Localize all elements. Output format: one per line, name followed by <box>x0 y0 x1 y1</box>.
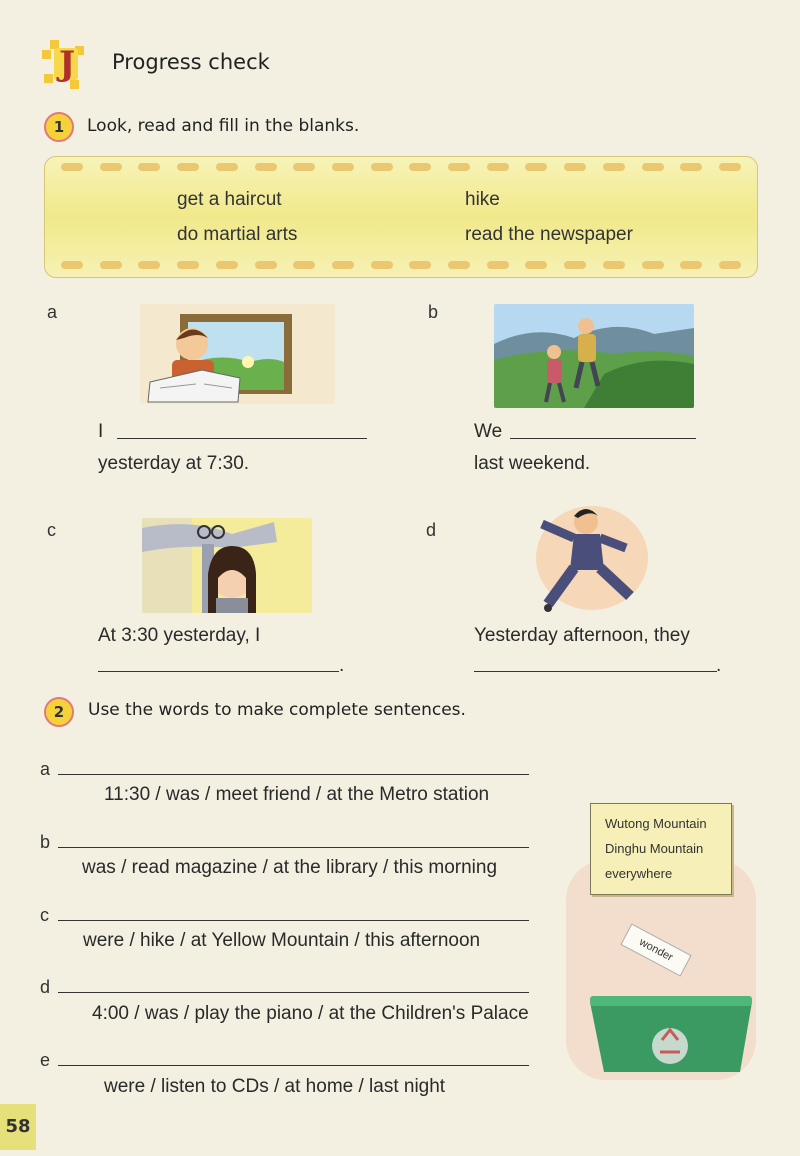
item-d-answer-blank[interactable] <box>474 671 717 672</box>
item-a-after-text: yesterday at 7:30. <box>98 453 250 474</box>
word-bank-item: hike <box>465 189 500 210</box>
section-letter: J <box>58 44 76 84</box>
item-label: e <box>40 1050 51 1070</box>
item-label: a <box>47 302 58 322</box>
sticky-note <box>590 803 732 895</box>
item-d-after-text: . <box>716 655 722 676</box>
sentence-d-prompt: 4:00 / was / play the piano / at the Children's Palace <box>92 1003 529 1024</box>
word-bank-item: do martial arts <box>177 224 298 245</box>
note-line: Wutong Mountain <box>605 816 707 831</box>
sentence-a-prompt: 11:30 / was / meet friend / at the Metro station <box>104 784 490 805</box>
page-number: 58 <box>0 1104 36 1150</box>
man-doing-martial-arts-image <box>530 500 650 615</box>
sentence-e-answer-line[interactable] <box>58 1065 529 1066</box>
part1-number-badge: 1 <box>44 112 74 142</box>
item-label: b <box>40 832 51 852</box>
decorative-border-top <box>61 163 741 173</box>
item-label: d <box>40 977 51 997</box>
item-label: c <box>47 520 56 540</box>
page-title: Progress check <box>112 50 270 74</box>
item-a-before-text: I <box>98 421 104 442</box>
note-line: Dinghu Mountain <box>605 841 704 856</box>
sentence-c-prompt: were / hike / at Yellow Mountain / this afternoon <box>83 930 481 951</box>
section-j-logo <box>40 38 92 90</box>
decorative-border-bottom <box>61 261 741 271</box>
item-b-after-text: last weekend. <box>474 453 591 474</box>
boy-reading-newspaper-image <box>140 304 335 404</box>
word-bank-box <box>44 156 758 278</box>
sentence-b-prompt: was / read magazine / at the library / this morning <box>82 857 498 878</box>
item-c-after-text: . <box>339 655 345 676</box>
recycle-bin-icon <box>590 996 752 1072</box>
note-line: everywhere <box>605 866 673 881</box>
part2-instruction: Use the words to make complete sentences. <box>88 700 466 720</box>
sentence-c-answer-line[interactable] <box>58 920 529 921</box>
girl-getting-haircut-image <box>142 518 312 613</box>
item-b-answer-blank[interactable] <box>510 438 696 439</box>
part2-number-badge: 2 <box>44 697 74 727</box>
item-label: a <box>40 759 51 779</box>
hikers-on-mountain-image <box>494 304 694 408</box>
item-b-before-text: We <box>474 421 503 442</box>
crumpled-paper-wonder: wonder <box>620 923 691 976</box>
item-c-before-text: At 3:30 yesterday, I <box>98 625 261 646</box>
item-label: d <box>426 520 437 540</box>
sentence-b-answer-line[interactable] <box>58 847 529 848</box>
item-d-before-text: Yesterday afternoon, they <box>474 625 690 646</box>
sentence-a-answer-line[interactable] <box>58 774 529 775</box>
part1-instruction: Look, read and fill in the blanks. <box>87 116 360 136</box>
word-bank-item: read the newspaper <box>465 224 633 245</box>
sentence-e-prompt: were / listen to CDs / at home / last night <box>104 1076 446 1097</box>
item-label: c <box>40 905 49 925</box>
item-c-answer-blank[interactable] <box>98 671 339 672</box>
sentence-d-answer-line[interactable] <box>58 992 529 993</box>
item-a-answer-blank[interactable] <box>117 438 367 439</box>
word-bank-item: get a haircut <box>177 189 282 210</box>
item-label: b <box>428 302 439 322</box>
